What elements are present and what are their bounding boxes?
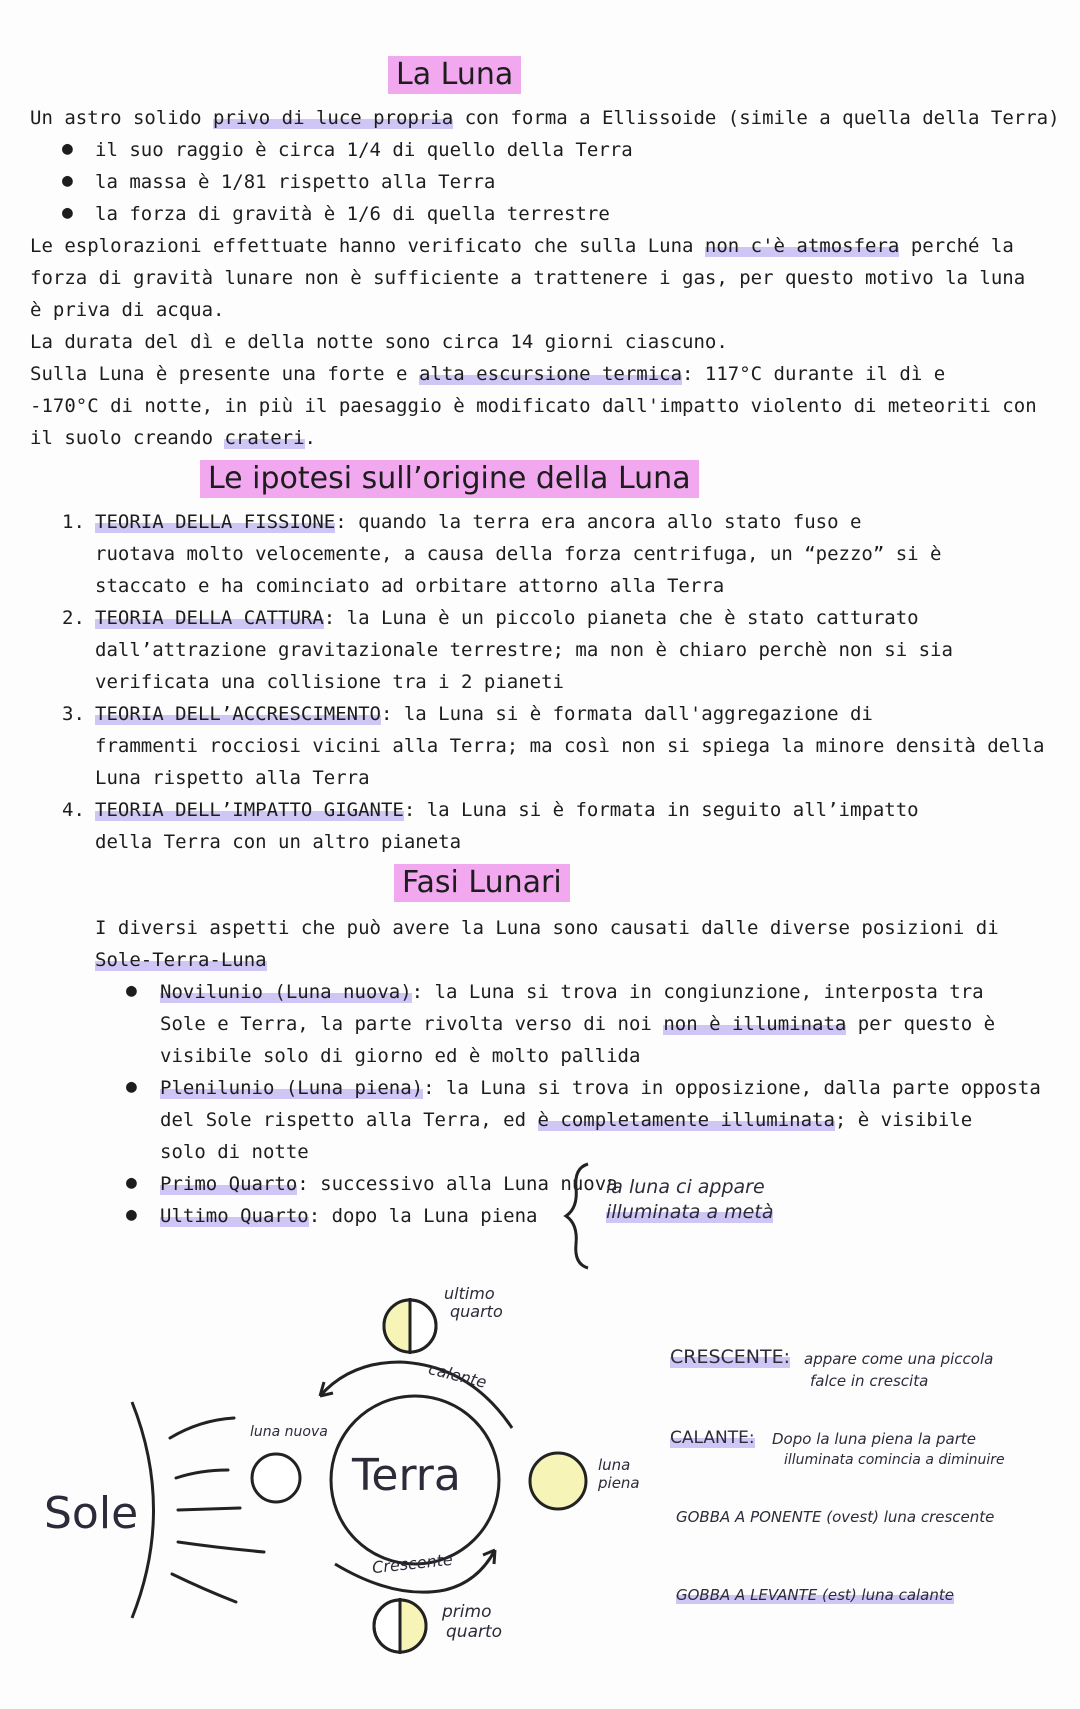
bullet-icon: ● [126, 980, 137, 1001]
terra-label: Terra [352, 1450, 461, 1501]
title-la-luna: La Luna [388, 56, 521, 94]
sun-rays [170, 1418, 264, 1602]
theory-line: TEORIA DELL’ACCRESCIMENTO: la Luna si è formata dall'aggregazione di [95, 703, 873, 725]
note-crescente-text: appare come una piccola [804, 1350, 994, 1368]
paragraph-line: è priva di acqua. [30, 299, 225, 321]
theory-line: TEORIA DELLA CATTURA: la Luna è un piccolo pianeta che è stato catturato [95, 607, 919, 629]
theory-number: 4. [62, 799, 85, 821]
note-gobba-levante: GOBBA A LEVANTE (est) luna calante [676, 1586, 954, 1604]
intro-line: Un astro solido privo di luce propria con forma a Ellissoide (simile a quella della Terra) [30, 107, 1060, 129]
paragraph-line: I diversi aspetti che può avere la Luna sono causati dalle diverse posizioni di [95, 917, 999, 939]
paragraph-line: Sole-Terra-Luna [95, 949, 267, 971]
brace-note-line: illuminata a metà [606, 1201, 774, 1223]
list-item: la massa è 1/81 rispetto alla Terra [95, 171, 496, 193]
bullet-icon: ● [126, 1172, 137, 1193]
phase-line: Primo Quarto: successivo alla Luna nuova [160, 1173, 618, 1195]
note-calante-text: illuminata comincia a diminuire [784, 1452, 1005, 1468]
note-gobba-ponente: GOBBA A PONENTE (ovest) luna crescente [676, 1508, 995, 1526]
primo-quarto-label: quarto [446, 1622, 503, 1642]
theory-line: della Terra con un altro pianeta [95, 831, 462, 853]
brace-icon [566, 1164, 588, 1268]
phase-line: Novilunio (Luna nuova): la Luna si trova in congiunzione, interposta tra [160, 981, 984, 1003]
theory-line: verificata una collisione tra i 2 pianeti [95, 671, 564, 693]
theory-line: dall’attrazione gravitazionale terrestre; ma non è chiaro perchè non si sia [95, 639, 953, 661]
theory-number: 2. [62, 607, 85, 629]
paragraph-line: forza di gravità lunare non è sufficiente a trattenere i gas, per questo motivo la luna [30, 267, 1026, 289]
paragraph-line: -170°C di notte, in più il paesaggio è modificato dall'impatto violento di meteoriti con [30, 395, 1037, 417]
paragraph-line: La durata del dì e della notte sono circa 14 giorni ciascuno. [30, 331, 728, 353]
note-calante-text: Dopo la luna piena la parte [772, 1430, 976, 1448]
sole-label: Sole [44, 1488, 139, 1539]
theory-line: TEORIA DELL’IMPATTO GIGANTE: la Luna si è formata in seguito all’impatto [95, 799, 919, 821]
title-fasi-lunari: Fasi Lunari [394, 864, 570, 902]
title-ipotesi-origine: Le ipotesi sull’origine della Luna [200, 460, 699, 498]
new-moon-icon [252, 1454, 300, 1502]
list-item: la forza di gravità è 1/6 di quella terrestre [95, 203, 610, 225]
ultimo-quarto-label: ultimo [444, 1284, 495, 1303]
list-item: il suo raggio è circa 1/4 di quello della Terra [95, 139, 633, 161]
luna-piena-label: piena [598, 1474, 640, 1492]
phase-line: solo di notte [160, 1141, 309, 1163]
primo-quarto-label: primo [442, 1602, 492, 1622]
theory-number: 1. [62, 511, 85, 533]
paragraph-line: Le esplorazioni effettuate hanno verificato che sulla Luna non c'è atmosfera perché la [30, 235, 1014, 257]
ultimo-quarto-label: quarto [450, 1302, 503, 1321]
bullet-icon: ● [62, 202, 73, 223]
crescente-label: Crescente [371, 1549, 454, 1578]
luna-piena-label: luna [598, 1456, 631, 1474]
paragraph-line: il suolo creando crateri. [30, 427, 316, 449]
theory-line: TEORIA DELLA FISSIONE: quando la terra era ancora allo stato fuso e [95, 511, 862, 533]
phase-line: Sole e Terra, la parte rivolta verso di noi non è illuminata per questo è [160, 1013, 996, 1035]
calante-label: calente [426, 1359, 489, 1392]
full-moon-icon [530, 1453, 586, 1509]
phase-line: visibile solo di giorno ed è molto pallida [160, 1045, 641, 1067]
paragraph-line: Sulla Luna è presente una forte e alta escursione termica: 117°C durante il dì e [30, 363, 946, 385]
note-calante: CALANTE: [670, 1428, 755, 1448]
theory-number: 3. [62, 703, 85, 725]
theory-line: frammenti rocciosi vicini alla Terra; ma così non si spiega la minore densità della [95, 735, 1045, 757]
bullet-icon: ● [62, 170, 73, 191]
brace-note-line: la luna ci appare [606, 1176, 765, 1198]
phase-line: del Sole rispetto alla Terra, ed è completamente illuminata; è visibile [160, 1109, 973, 1131]
bullet-icon: ● [126, 1204, 137, 1225]
bullet-icon: ● [126, 1076, 137, 1097]
luna-nuova-label: luna nuova [250, 1424, 328, 1440]
phase-line: Plenilunio (Luna piena): la Luna si trova in opposizione, dalla parte opposta [160, 1077, 1041, 1099]
note-crescente: CRESCENTE: [670, 1346, 791, 1368]
note-crescente-text: falce in crescita [810, 1372, 929, 1390]
phase-line: Ultimo Quarto: dopo la Luna piena [160, 1205, 538, 1227]
bullet-icon: ● [62, 138, 73, 159]
theory-line: ruotava molto velocemente, a causa della forza centrifuga, un “pezzo” si è [95, 543, 942, 565]
theory-line: Luna rispetto alla Terra [95, 767, 370, 789]
theory-line: staccato e ha cominciato ad orbitare attorno alla Terra [95, 575, 725, 597]
